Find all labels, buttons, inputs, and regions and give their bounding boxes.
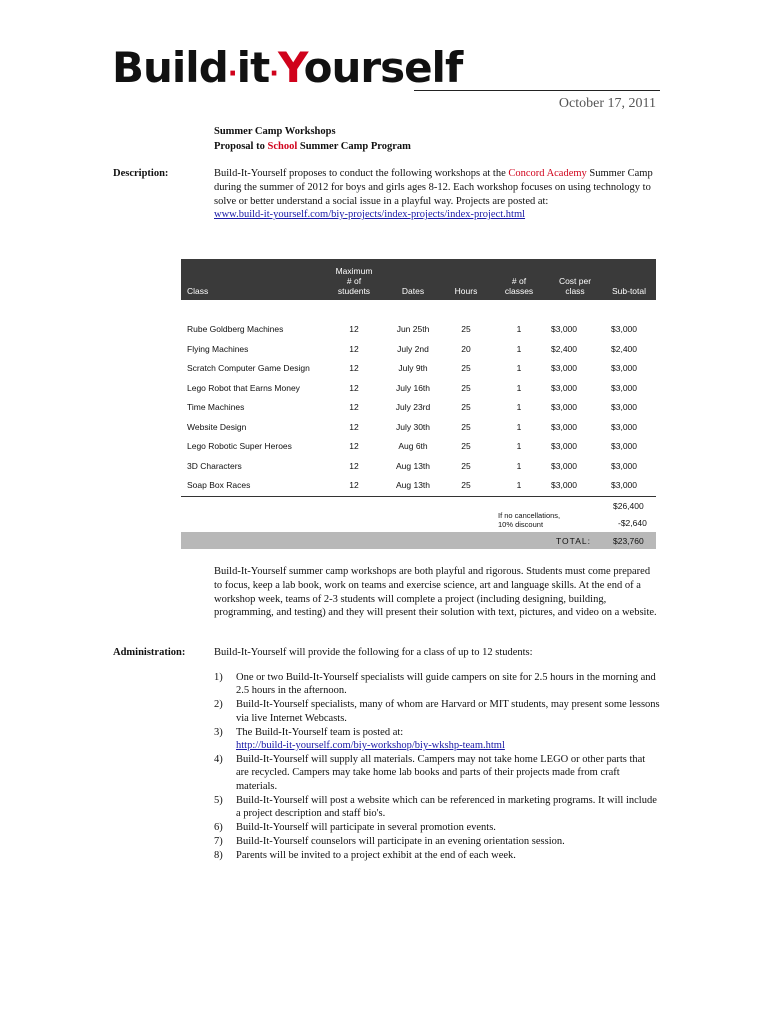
logo-text-it: it <box>236 43 270 92</box>
projects-link[interactable]: www.build-it-yourself.com/biy-projects/index-projects/index-project.html <box>214 209 526 221</box>
cell-dates: July 2nd <box>397 343 429 354</box>
brand-logo <box>112 38 463 98</box>
logo-text-y: Y <box>278 43 304 92</box>
cell-class: Scratch Computer Game Design <box>187 363 310 373</box>
table-row <box>181 437 656 455</box>
header-class: Class <box>187 286 209 296</box>
table-row <box>181 320 656 338</box>
list-number: 7) <box>214 835 223 847</box>
cell-class: Soap Box Races <box>187 480 251 490</box>
total-value: $23,760 <box>613 536 644 546</box>
cell-hours: 25 <box>461 480 471 490</box>
list-number: 1) <box>214 672 223 683</box>
cell-hours: 25 <box>461 363 471 373</box>
cell-subtotal: $3,000 <box>611 363 637 373</box>
cell-cost: $3,000 <box>551 421 577 432</box>
cell-hours: 25 <box>461 460 471 471</box>
cell-num-classes: 1 <box>516 441 522 451</box>
document-subtitle: Proposal to School Summer Camp Program <box>214 141 411 152</box>
total-label: TOTAL: <box>556 536 591 546</box>
cell-max-students: 12 <box>349 480 359 490</box>
cell-cost: $2,400 <box>551 343 577 354</box>
cell-max-students: 12 <box>349 402 359 412</box>
cell-hours: 25 <box>461 402 471 412</box>
cell-class: 3D Characters <box>187 460 242 471</box>
list-number: 8) <box>214 849 223 861</box>
total-bar <box>181 532 656 549</box>
table-row <box>181 398 656 416</box>
list-item <box>214 726 660 753</box>
header-max-students: Maximum # of students <box>335 266 373 296</box>
team-link[interactable]: http://build-it-yourself.com/biy-workshop/biy-wkshp-team.html <box>236 740 505 752</box>
cell-max-students: 12 <box>349 421 359 432</box>
cell-cost: $3,000 <box>551 324 577 334</box>
cell-dates: July 16th <box>395 382 431 393</box>
cell-hours: 25 <box>461 441 471 451</box>
list-text: Parents will be invited to a project exhibit at the end of each week. <box>236 849 516 861</box>
cell-dates: July 9th <box>398 363 428 373</box>
header-num-classes: # of classes <box>504 276 534 296</box>
header-hours: Hours <box>454 286 478 296</box>
table-divider <box>181 496 656 497</box>
cell-hours: 25 <box>461 382 471 393</box>
description-paragraph: Build-It-Yourself proposes to conduct the following workshops at the Concord Academy Summer Camp during the summer of 2012 for boys and girls ages 8-12. Each workshop focuses on using technology to solve or better understand a social issue in a playful way. Projects are posted at: www.build-it-yourself.com/biy-projects/index-projects/index-project.html <box>214 168 653 221</box>
cell-subtotal: $3,000 <box>611 441 637 451</box>
list-text: Build-It-Yourself will participate in several promotion events. <box>236 821 496 833</box>
cell-hours: 25 <box>461 421 471 432</box>
discount-value: -$2,640 <box>618 518 647 528</box>
list-item <box>214 698 660 725</box>
list-item <box>214 753 660 793</box>
administration-label: Administration: <box>113 647 186 658</box>
cell-class: Website Design <box>187 421 247 432</box>
cell-class: Rube Goldberg Machines <box>187 324 284 334</box>
cell-dates: Jun 25th <box>396 324 430 334</box>
cell-num-classes: 1 <box>516 343 522 354</box>
cell-dates: July 30th <box>395 421 431 432</box>
cell-class: Flying Machines <box>187 343 249 354</box>
academy-highlight: Concord Academy <box>508 168 587 179</box>
cell-dates: July 23rd <box>395 402 431 412</box>
table-row <box>181 418 656 436</box>
cell-cost: $3,000 <box>551 480 577 490</box>
cell-class: Lego Robot that Earns Money <box>187 382 300 393</box>
list-text: Build-It-Yourself will post a website which can be referenced in marketing programs. It will include a project description and staff bio's. <box>236 794 657 820</box>
list-number: 2) <box>214 699 223 711</box>
cell-cost: $3,000 <box>551 363 577 373</box>
cell-max-students: 12 <box>349 324 359 334</box>
cell-cost: $3,000 <box>551 382 577 393</box>
list-item <box>214 849 660 862</box>
cell-max-students: 12 <box>349 363 359 373</box>
school-highlight: School <box>267 141 298 152</box>
cell-subtotal: $3,000 <box>611 480 637 490</box>
header-cost: Cost per class <box>558 276 592 296</box>
document-title: Summer Camp Workshops <box>214 126 336 137</box>
list-item <box>214 671 660 698</box>
cell-num-classes: 1 <box>516 480 522 490</box>
table-row <box>181 359 656 377</box>
list-text: Build-It-Yourself specialists, many of whom are Harvard or MIT students, may present some lessons via live Internet Webcasts. <box>236 699 660 724</box>
cell-max-students: 12 <box>349 460 359 471</box>
list-text: Build-It-Yourself counselors will participate in an evening orientation session. <box>236 835 565 847</box>
cell-num-classes: 1 <box>516 460 522 471</box>
list-text: Build-It-Yourself will supply all materials. Campers may not take home LEGO or other parts that are recycled. Campers may take home lab books and parts of their projects made from craft materials. <box>236 753 646 792</box>
list-number: 4) <box>214 753 223 765</box>
cell-num-classes: 1 <box>516 324 522 334</box>
document-date: October 17, 2011 <box>558 96 656 111</box>
logo-text-ourself: ourself <box>303 43 463 92</box>
discount-note: If no cancellations, 10% discount <box>498 511 561 529</box>
cell-cost: $3,000 <box>551 402 577 412</box>
list-number: 6) <box>214 821 223 833</box>
header-subtotal: Sub-total <box>611 286 647 296</box>
administration-intro: Build-It-Yourself will provide the following for a class of up to 12 students: <box>214 647 533 658</box>
cell-subtotal: $3,000 <box>611 324 637 334</box>
list-item <box>214 821 660 834</box>
subtotal-value: $26,400 <box>613 501 644 511</box>
cell-num-classes: 1 <box>516 382 522 393</box>
table-row <box>181 379 656 397</box>
cell-max-students: 12 <box>349 441 359 451</box>
cell-max-students: 12 <box>349 382 359 393</box>
header-rule <box>414 90 660 91</box>
list-item <box>214 794 660 821</box>
header-dates: Dates <box>401 286 425 296</box>
cell-hours: 25 <box>461 324 471 334</box>
cell-num-classes: 1 <box>516 363 522 373</box>
cell-max-students: 12 <box>349 343 359 354</box>
list-number: 3) <box>214 726 223 738</box>
cell-subtotal: $2,400 <box>611 343 637 354</box>
cell-dates: Aug 13th <box>395 480 431 490</box>
cell-hours: 20 <box>461 343 471 354</box>
cell-subtotal: $3,000 <box>611 402 637 412</box>
summary-paragraph: Build-It-Yourself summer camp workshops are both playful and rigorous. Students must come prepared to focus, keep a lab book, work on teams and exercise science, art and language skills. At the end of a workshop week, teams of 2-3 students will complete a project (including designing, building, programming, and testing) and they will present their solution with text, pictures, and video on a website. <box>214 566 657 619</box>
list-text: The Build-It-Yourself team is posted at: <box>236 726 404 738</box>
table-row <box>181 340 656 358</box>
cell-cost: $3,000 <box>551 460 577 471</box>
cell-subtotal: $3,000 <box>611 460 637 471</box>
list-number: 5) <box>214 794 223 806</box>
cell-class: Lego Robotic Super Heroes <box>187 441 292 451</box>
cell-dates: Aug 13th <box>395 460 431 471</box>
cell-num-classes: 1 <box>516 402 522 412</box>
list-text: One or two Build-It-Yourself specialists will guide campers on site for 2.5 hours in the morning and 2.5 hours in the afternoon. <box>236 672 656 697</box>
list-item <box>214 835 660 848</box>
logo-dot: · <box>269 59 279 89</box>
logo-text-build: Build <box>112 43 228 92</box>
table-row <box>181 457 656 475</box>
workshop-table-header <box>181 259 656 300</box>
cell-subtotal: $3,000 <box>611 421 637 432</box>
cell-class: Time Machines <box>187 402 245 412</box>
description-label: Description: <box>113 168 169 179</box>
logo-dot: · <box>227 59 237 89</box>
cell-subtotal: $3,000 <box>611 382 637 393</box>
table-row <box>181 476 656 494</box>
administration-list <box>214 671 660 863</box>
cell-cost: $3,000 <box>551 441 577 451</box>
cell-num-classes: 1 <box>516 421 522 432</box>
cell-dates: Aug 6th <box>398 441 428 451</box>
